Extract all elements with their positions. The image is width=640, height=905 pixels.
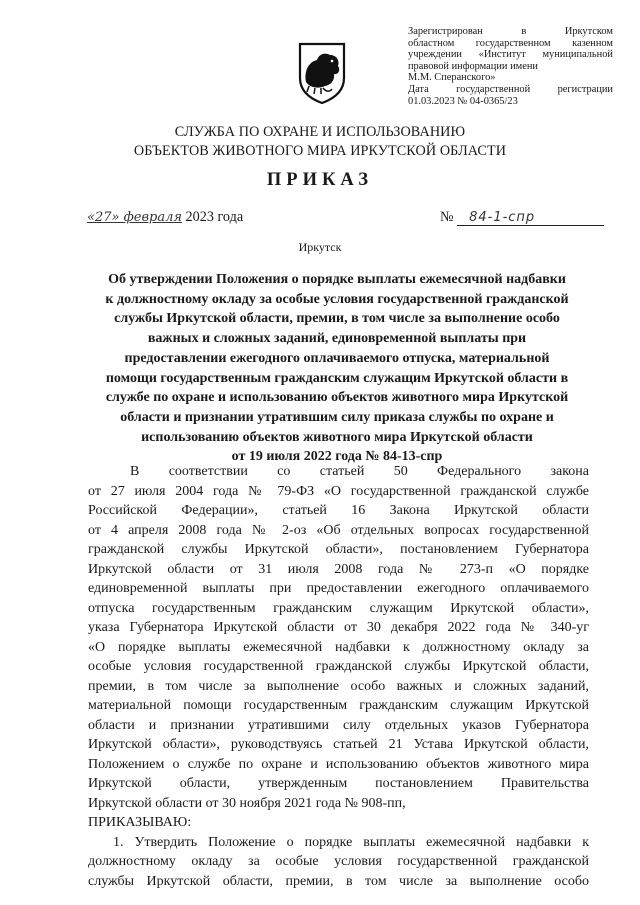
- body-line: гражданской службы Иркутской области», постановлением Губернатора: [88, 542, 589, 557]
- handwritten-number: 84-1-спр: [457, 210, 604, 226]
- registration-line: правовой информации имени: [408, 60, 538, 72]
- registration-stamp: [408, 26, 613, 107]
- body-line: должностному окладу за особые условия государственной гражданской: [88, 854, 589, 869]
- subject-line: помощи государственным гражданским служащим Иркутской области в: [105, 370, 569, 386]
- subject-line: к должностному окладу за особые условия государственной гражданской: [105, 291, 569, 307]
- body-line: Иркутской области от 31 июля 2008 года № 273-п «О порядке: [88, 561, 589, 577]
- body-line: премии, в том числе за выполнение особо важных и сложных заданий,: [88, 678, 589, 694]
- registration-line: Дата государственной регистрации: [408, 83, 613, 95]
- subject-line: использованию объектов животного мира Иркутской области: [141, 429, 533, 445]
- body-line: единовременной выплаты при предоставлении ежегодного оплачиваемого: [88, 581, 589, 596]
- body-line: Иркутской области от 30 ноября 2021 года № 908-пп,: [88, 795, 406, 811]
- order-body: [88, 462, 589, 891]
- number-sign: №: [440, 209, 454, 225]
- order-directive: ПРИКАЗЫВАЮ:: [88, 815, 192, 830]
- order-number: [440, 209, 604, 226]
- subject-line: Об утверждении Положения о порядке выплаты ежемесячной надбавки: [108, 272, 566, 287]
- subject-line: области и признании утратившим силу приказа службы по охране и: [120, 409, 554, 425]
- city-name: Иркутск: [298, 240, 342, 254]
- body-line: области и признании утратившими силу отдельных указов Губернатора: [88, 717, 589, 733]
- organization-name-line1: СЛУЖБА ПО ОХРАНЕ И ИСПОЛЬЗОВАНИЮ: [174, 124, 466, 140]
- body-line: Иркутской области», руководствуясь статьей 21 Устава Иркутской области,: [88, 737, 589, 752]
- body-line: В соответствии со статьей 50 Федерального закона: [130, 464, 589, 479]
- body-line: 1. Утвердить Положение о порядке выплаты ежемесячной надбавки к: [113, 834, 589, 850]
- order-year: 2023 года: [185, 209, 244, 225]
- registration-line: областном государственном казенном: [408, 37, 613, 49]
- body-line: «О порядке выплаты ежемесячной надбавки к должностному окладу за: [88, 639, 589, 655]
- body-line: от 4 апреля 2008 года № 2-оз «Об отдельных вопросах государственной: [88, 522, 589, 538]
- order-subject: [84, 270, 590, 467]
- subject-line: важных и сложных заданий, единовременной выплаты при: [147, 331, 527, 347]
- body-line: Положением о службе по охране и использованию объектов животного мира: [88, 756, 589, 772]
- body-line: Иркутской области, утвержденным постановлением Правительства: [88, 776, 589, 791]
- order-date: [87, 209, 243, 226]
- irkutsk-coat-of-arms-icon: [297, 42, 347, 104]
- body-line: Российской Федерации», статьей 16 Закона Иркутской области: [88, 503, 589, 518]
- subject-line: от 19 июля 2022 года № 84-13-спр: [231, 449, 443, 465]
- document-type-title: ПРИКАЗ: [266, 170, 374, 190]
- body-line: от 27 июля 2004 года № 79-ФЗ «О государственной гражданской службе: [88, 483, 589, 499]
- body-line: особые условия государственной гражданской службы Иркутской области,: [88, 659, 589, 674]
- registration-line: учреждении «Институт муниципальной: [408, 49, 613, 61]
- organization-name-line2: ОБЪЕКТОВ ЖИВОТНОГО МИРА ИРКУТСКОЙ ОБЛАСТИ: [133, 143, 507, 159]
- registration-line: М.М. Сперанского»: [408, 72, 496, 84]
- registration-line: 01.03.2023 № 04-0365/23: [408, 95, 518, 107]
- subject-line: службе по охране и использованию объектов животного мира Иркутской: [105, 390, 569, 406]
- body-line: отпуска государственным гражданским служащим Иркутской области»,: [88, 600, 589, 616]
- body-line: материальной помощи государственным гражданским служащим Иркутской: [88, 698, 589, 713]
- body-line: службы Иркутской области, премии, в том числе за выполнение особо: [88, 873, 589, 889]
- body-line: указа Губернатора Иркутской области от 30 декабря 2022 года № 340-уг: [88, 620, 589, 635]
- subject-line: предоставлении ежегодного оплачиваемого отпуска, материальной: [124, 350, 550, 366]
- handwritten-date: «27» февраля: [87, 210, 182, 225]
- subject-line: службы Иркутской области, премии, в том числе за выполнение особо: [114, 311, 560, 327]
- registration-line: Зарегистрирован в Иркутском: [408, 26, 613, 37]
